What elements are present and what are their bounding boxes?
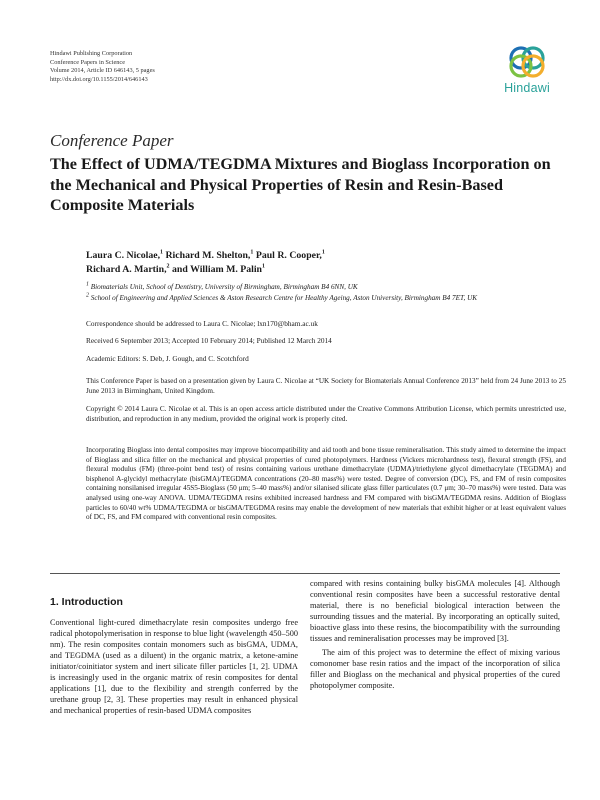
journal-name: Conference Papers in Science [50, 58, 126, 66]
body-column-left [50, 617, 298, 716]
abstract: Incorporating Bioglass into dental composites may improve biocompatibility and aid tooth and bone tissue remineralisation. This study aimed to determine the impact of Bioglass and silica filler on the mechanical and physical properties of cured photopolymers. Hardness (Vickers microhardness test), flexural strength (FS), and flexural modulus (FM) (three-point bend test) of resins containing various urethane dimethacrylate (UDMA)/triethylene glycol dimethacrylate (TEGDMA) and bisphenol A-glycidyl methacrylate (bisGMA)/TEGDMA concentrations (20–80 mass%) were tested. Degree of conversion (DC), FS, and FM of resin composites containing nonsilanised irregular 45S5-Bioglass (50 μm; 5–40 mass%) and/or silanised silicate glass filler particulates (0.7 μm; 30–70 mass%) were tested. Data was analysed using one-way ANOVA. UDMA/TEGDMA resins exhibited increased hardness and FM compared with bisGMA/TEGDMA resins. Addition of Bioglass particles to 60/40 wt% UDMA/TEGDMA or bisGMA/TEGDMA resins may enable the development of new materials that exhibit higher or at least equivalent values of DC, FS, and FM compared with conventional resin composites. [86, 446, 566, 522]
author-2[interactable] [165, 250, 253, 261]
author-name: Laura C. Nicolae, [86, 250, 161, 261]
author-affil-mark: 1 [250, 249, 254, 256]
paper-type: Conference Paper [50, 131, 174, 150]
intro-paragraph-continued: compared with resins containing bulky bisGMA molecules [4]. Although conventional resin composites have been a successful restorative dental material, there is no beneficial biological interaction between the surrounding tissues and the material. By incorporating an optically suited, bioactive glass into these resins, the biocompatibility with the surrounding tissues and remineralisation processes may be improved [3]. [310, 579, 560, 643]
publisher-name: Hindawi Publishing Corporation [50, 50, 133, 57]
author-affil-mark: 1 [321, 249, 325, 256]
author-name: and William M. Palin [172, 264, 263, 275]
section-heading-introduction: 1. Introduction [50, 596, 123, 608]
intro-paragraph: Conventional light-cured dimethacrylate resin composites undergo free radical photopolymerisation in response to blue light (wavelength 450–500 nm). The resin composites contain monomers such as bisGMA, UDMA, and TEGDMA (used as a diluent) in the organic matrix, a ketone-amine initiator/coinitiator system and inert silicate filler particles [1, 2]. UDMA is increasingly used in the organic matrix of resin composites for dental applications [1], due to the flexibility and strength conferred by the urethane group [2, 3]. These properties may result in enhanced physical and mechanical properties of resin-based UDMA composites [50, 618, 298, 715]
aim-paragraph: The aim of this project was to determine the effect of mixing various comonomer base resin ratios and the impact of the incorporation of silica filler and Bioglass on the mechanical and physical properties of the cured photopolymer composite. [310, 648, 560, 690]
received-dates: Received 6 September 2013; Accepted 10 February 2014; Published 12 March 2014 [86, 336, 332, 345]
conference-note: This Conference Paper is based on a presentation given by Laura C. Nicolae at “UK Society for Biomaterials Annual Conference 2013” held from 24 June 2013 to 25 June 2013 in Birmingham, United Kingdom. [86, 377, 566, 395]
affiliation-text: School of Engineering and Applied Sciences & Aston Research Centre for Healthy Ageing, Aston University, Birmingham B4 7ET, UK [90, 294, 478, 302]
affiliation-mark: 1 [86, 281, 89, 288]
author-affil-mark: 1 [262, 263, 266, 270]
author-list [86, 249, 556, 277]
author-name: Richard M. Shelton, [165, 250, 251, 261]
affiliation-text: Biomaterials Unit, School of Dentistry, University of Birmingham, Birmingham B4 6NN, UK [90, 283, 358, 291]
section-divider [50, 573, 560, 574]
paper-title: The Effect of UDMA/TEGDMA Mixtures and Bioglass Incorporation on the Mechanical and Physical Properties of Resin and Resin-Based Composite Materials [50, 155, 551, 214]
author-3[interactable] [256, 250, 325, 261]
correspondence[interactable]: Correspondence should be addressed to Laura C. Nicolae; lxn170@bham.ac.uk [86, 319, 318, 328]
academic-editors: Academic Editors: S. Deb, J. Gough, and C. Scotchford [86, 354, 249, 363]
journal-header [50, 50, 155, 84]
affiliation-2 [86, 293, 566, 304]
body-column-right [310, 578, 560, 691]
author-5[interactable] [172, 264, 265, 275]
author-affil-mark: 1 [160, 249, 164, 256]
hindawi-rings-icon [505, 45, 549, 79]
author-name: Paul R. Cooper, [255, 250, 322, 261]
author-4[interactable] [86, 264, 170, 275]
copyright-notice: Copyright © 2014 Laura C. Nicolae et al. This is an open access article distributed under the Creative Commons Attribution License, which permits unrestricted use, distribution, and reproduction in any medium, provided the original work is properly cited. [86, 405, 566, 423]
doi-link[interactable]: http://dx.doi.org/10.1155/2014/646143 [50, 75, 148, 83]
volume-info: Volume 2014, Article ID 646143, 5 pages [50, 67, 155, 75]
affiliation-1 [86, 282, 566, 293]
affiliation-mark: 2 [86, 292, 89, 299]
hindawi-logo [497, 45, 557, 105]
author-name: Richard A. Martin, [86, 264, 167, 275]
author-1[interactable] [86, 250, 163, 261]
logo-wordmark: Hindawi [504, 81, 550, 95]
author-affil-mark: 2 [166, 263, 170, 270]
affiliations [86, 282, 566, 304]
